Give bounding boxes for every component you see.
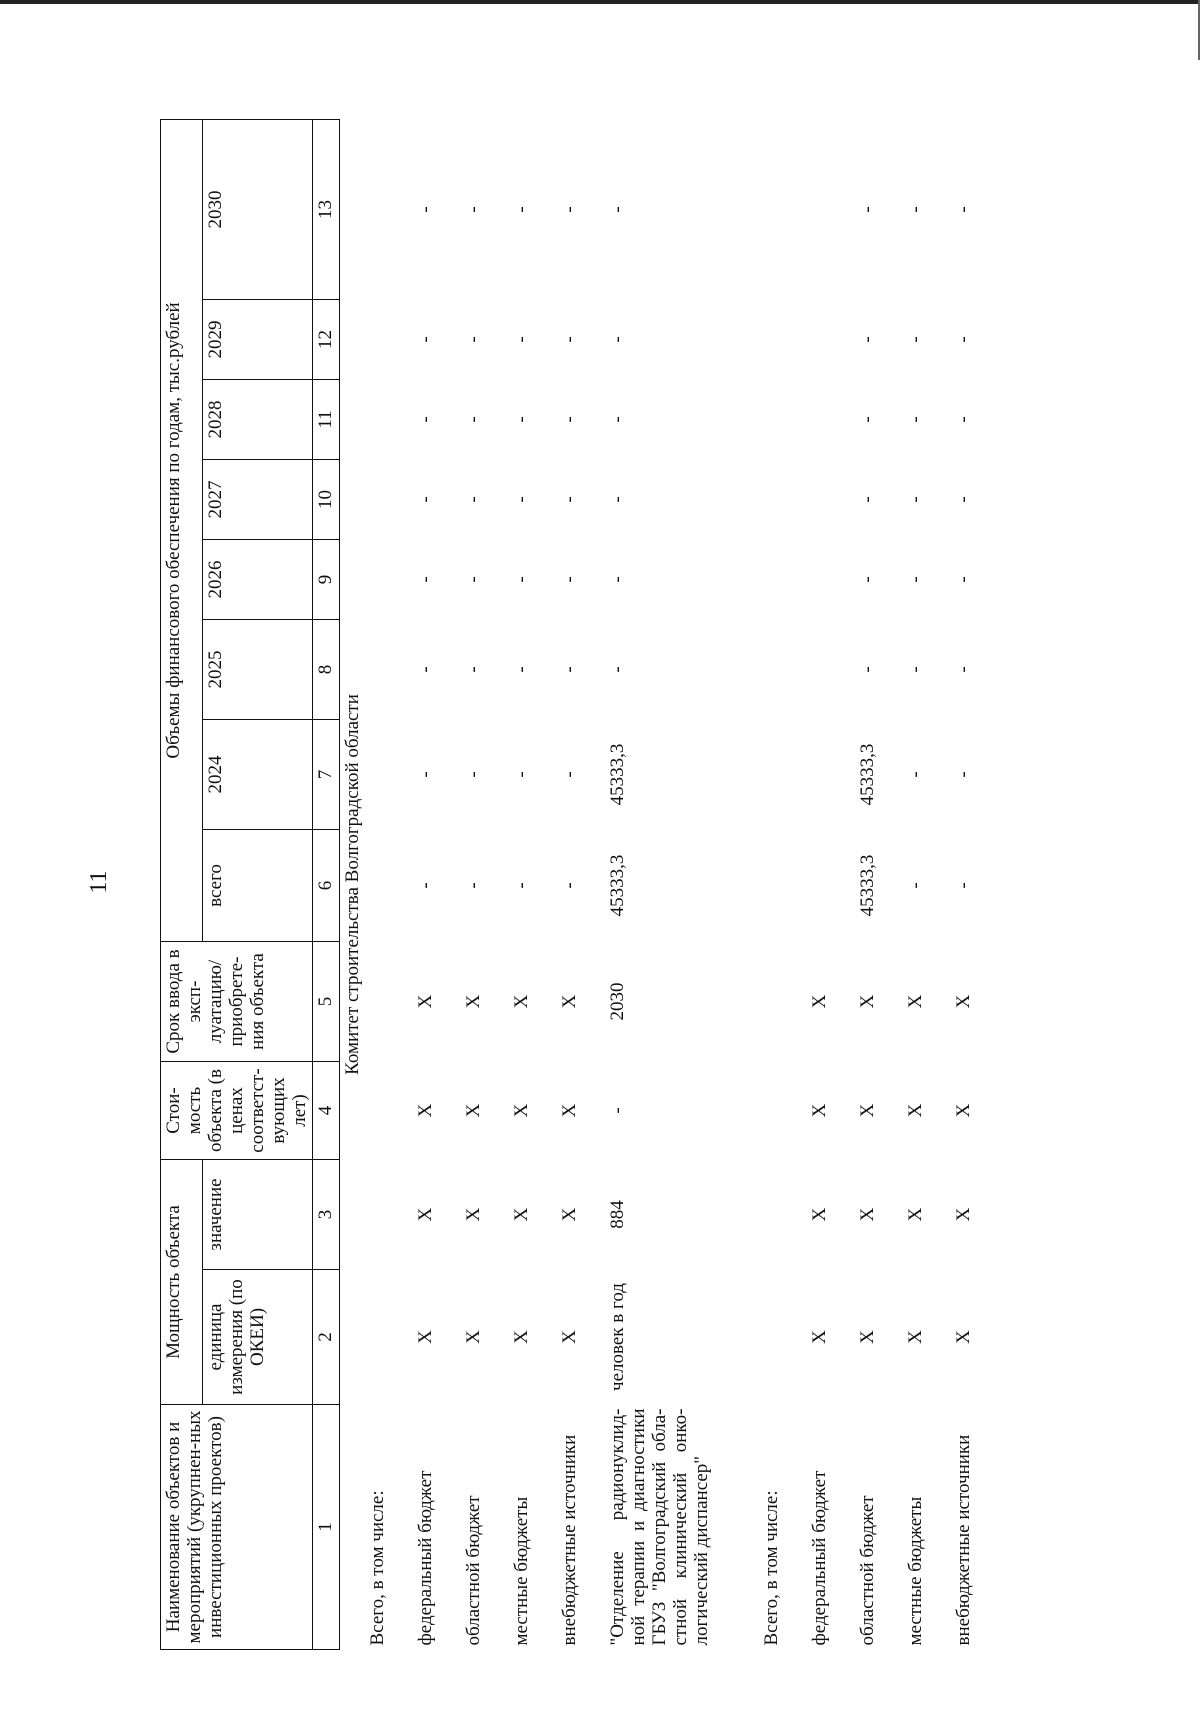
table-cell: - bbox=[953, 882, 974, 889]
table-cell: X bbox=[905, 1207, 926, 1222]
row-label: Всего, в том числе: bbox=[367, 1490, 388, 1646]
header-year-2026: 2026 bbox=[203, 540, 313, 620]
header-total: всего bbox=[203, 830, 313, 942]
table-cell: X bbox=[559, 1103, 580, 1118]
table-cell: - bbox=[511, 206, 532, 213]
table-cell: - bbox=[463, 416, 484, 423]
table-cell: - bbox=[415, 336, 436, 343]
table-cell bbox=[759, 1160, 807, 1270]
table-cell: - bbox=[905, 666, 926, 673]
table-cell: - bbox=[463, 882, 484, 889]
table-cell: - bbox=[857, 666, 878, 673]
table-cell: - bbox=[905, 576, 926, 583]
table-cell: - bbox=[953, 416, 974, 423]
table-cell bbox=[365, 1160, 413, 1270]
table-cell: X bbox=[559, 994, 580, 1009]
table-cell bbox=[759, 119, 807, 299]
table-cell: - bbox=[559, 336, 580, 343]
table-cell: - bbox=[463, 771, 484, 778]
table-cell: - bbox=[511, 576, 532, 583]
table-cell: - bbox=[415, 576, 436, 583]
row-label: внебюджетные источники bbox=[953, 1434, 974, 1646]
table-cell bbox=[807, 720, 855, 830]
table-cell: X bbox=[953, 1330, 974, 1344]
row-label: областной бюджет bbox=[463, 1495, 484, 1646]
table-row bbox=[413, 119, 461, 1649]
header-year-2030: 2030 bbox=[203, 119, 313, 299]
table-cell: - bbox=[905, 206, 926, 213]
table-cell: - bbox=[511, 771, 532, 778]
table-cell: - bbox=[857, 576, 878, 583]
table-cell: X bbox=[857, 1207, 878, 1222]
table-cell: X bbox=[511, 1103, 532, 1118]
scan-edge-top bbox=[0, 0, 1200, 4]
table-cell: - bbox=[905, 336, 926, 343]
table-cell: - bbox=[559, 666, 580, 673]
table-cell: - bbox=[953, 576, 974, 583]
column-number-cell: 3 bbox=[313, 1160, 340, 1270]
table-row bbox=[365, 119, 413, 1649]
table-cell: X bbox=[809, 1207, 830, 1222]
table-cell bbox=[807, 119, 855, 299]
table-header bbox=[161, 119, 340, 1649]
table-cell bbox=[759, 540, 807, 620]
table-cell: X bbox=[463, 1207, 484, 1222]
column-number-cell: 5 bbox=[313, 942, 340, 1062]
table-cell bbox=[365, 119, 413, 299]
table-cell bbox=[365, 460, 413, 540]
table-row bbox=[807, 119, 855, 1649]
table-cell: X bbox=[415, 1207, 436, 1222]
row-label: федеральный бюджет bbox=[809, 1470, 830, 1646]
table-cell bbox=[807, 540, 855, 620]
table-row bbox=[759, 119, 807, 1649]
table-cell: - bbox=[559, 206, 580, 213]
table-cell: 884 bbox=[607, 1200, 628, 1229]
table-cell: - bbox=[607, 496, 628, 503]
header-year-2028: 2028 bbox=[203, 380, 313, 460]
header-year-2025: 2025 bbox=[203, 620, 313, 720]
table-cell: - bbox=[607, 666, 628, 673]
table-cell bbox=[759, 620, 807, 720]
table-cell: X bbox=[511, 1330, 532, 1344]
page-number: 11 bbox=[86, 870, 112, 894]
table-cell: - bbox=[415, 496, 436, 503]
table-cell bbox=[365, 830, 413, 942]
table-cell: - bbox=[607, 336, 628, 343]
table-cell bbox=[365, 942, 413, 1062]
table-cell: 45333,3 bbox=[857, 743, 878, 806]
table-cell: человек в год bbox=[607, 1283, 628, 1391]
table-cell: X bbox=[415, 1330, 436, 1344]
table-cell: X bbox=[905, 1330, 926, 1344]
table-row bbox=[855, 119, 903, 1649]
section-title: Комитет строительства Волгоградской области bbox=[342, 694, 363, 1075]
table-cell: 45333,3 bbox=[857, 854, 878, 917]
table-cell: - bbox=[607, 416, 628, 423]
header-cost: Стои-мость объекта (в ценах соответст-вующих лет) bbox=[161, 1062, 313, 1160]
table-cell bbox=[807, 620, 855, 720]
table-row bbox=[509, 119, 557, 1649]
table-cell bbox=[365, 1270, 413, 1405]
table-cell: X bbox=[559, 1207, 580, 1222]
table-cell: X bbox=[463, 994, 484, 1009]
table-cell: X bbox=[415, 1103, 436, 1118]
table-cell: - bbox=[463, 206, 484, 213]
table-cell bbox=[807, 380, 855, 460]
table-cell: X bbox=[809, 1103, 830, 1118]
table-cell bbox=[365, 720, 413, 830]
header-year-2024: 2024 bbox=[203, 720, 313, 830]
table-row bbox=[951, 119, 999, 1649]
table-row bbox=[461, 119, 509, 1649]
row-label: областной бюджет bbox=[857, 1495, 878, 1646]
table-cell: - bbox=[953, 496, 974, 503]
table-cell: - bbox=[953, 666, 974, 673]
column-numbers-row bbox=[313, 119, 340, 1649]
table-cell bbox=[807, 300, 855, 380]
header-funding-group: Объемы финансового обеспечения по годам, тыс.рублей bbox=[161, 119, 203, 941]
table-cell: X bbox=[463, 1103, 484, 1118]
table-cell: - bbox=[463, 336, 484, 343]
table-cell bbox=[759, 380, 807, 460]
table-cell: - bbox=[905, 771, 926, 778]
table-cell: - bbox=[511, 416, 532, 423]
column-number-cell: 12 bbox=[313, 300, 340, 380]
table-cell: - bbox=[559, 882, 580, 889]
table-cell bbox=[365, 1062, 413, 1160]
column-number-cell: 2 bbox=[313, 1270, 340, 1405]
table-cell: X bbox=[905, 994, 926, 1009]
table-cell: - bbox=[857, 416, 878, 423]
row-label: "Отделение радионуклид-ной терапии и диагностики ГБУЗ "Волгоградский обла-стной клинический онко-логический диспансер" bbox=[607, 1408, 712, 1646]
funding-table bbox=[160, 119, 999, 1650]
table-cell bbox=[365, 380, 413, 460]
table-row bbox=[903, 119, 951, 1649]
header-value: значение bbox=[203, 1160, 313, 1270]
table-cell: - bbox=[463, 576, 484, 583]
row-label: внебюджетные источники bbox=[559, 1434, 580, 1646]
header-unit: единица измерения (по ОКЕИ) bbox=[203, 1270, 313, 1405]
table-cell: 2030 bbox=[607, 982, 628, 1021]
table-cell: - bbox=[415, 666, 436, 673]
table-cell: - bbox=[463, 666, 484, 673]
column-number-cell: 9 bbox=[313, 540, 340, 620]
table-cell: - bbox=[559, 576, 580, 583]
table-cell: X bbox=[857, 1330, 878, 1344]
table-cell: - bbox=[953, 206, 974, 213]
table-cell: - bbox=[415, 882, 436, 889]
table-cell: 45333,3 bbox=[607, 854, 628, 917]
table-cell: - bbox=[607, 1107, 628, 1114]
table-cell bbox=[759, 1270, 807, 1405]
table-cell: - bbox=[607, 206, 628, 213]
table-cell: - bbox=[953, 771, 974, 778]
table-cell bbox=[365, 620, 413, 720]
table-cell bbox=[759, 830, 807, 942]
table-cell: X bbox=[953, 1207, 974, 1222]
table-cell: - bbox=[559, 771, 580, 778]
table-cell: - bbox=[607, 576, 628, 583]
table-cell: - bbox=[857, 336, 878, 343]
header-deadline: Срок ввода в эксп-луатацию/ приобрете-ния объекта bbox=[161, 942, 313, 1062]
table-cell bbox=[807, 460, 855, 540]
table-cell: X bbox=[905, 1103, 926, 1118]
table-cell bbox=[807, 830, 855, 942]
table-cell: X bbox=[415, 994, 436, 1009]
table-cell: - bbox=[415, 206, 436, 213]
column-number-cell: 13 bbox=[313, 119, 340, 299]
column-number-cell: 11 bbox=[313, 380, 340, 460]
table-cell: X bbox=[511, 1207, 532, 1222]
table-cell: 45333,3 bbox=[607, 743, 628, 806]
table-cell bbox=[759, 460, 807, 540]
table-cell: - bbox=[559, 416, 580, 423]
table-cell: - bbox=[905, 496, 926, 503]
table-cell: X bbox=[857, 994, 878, 1009]
table-cell bbox=[365, 540, 413, 620]
table-cell: - bbox=[511, 496, 532, 503]
column-number-cell: 10 bbox=[313, 460, 340, 540]
table-cell: X bbox=[559, 1330, 580, 1344]
table-cell: X bbox=[857, 1103, 878, 1118]
header-capacity-group: Мощность объекта bbox=[161, 1160, 203, 1405]
section-title-row bbox=[340, 119, 366, 1649]
table-cell: - bbox=[415, 416, 436, 423]
table-cell bbox=[759, 1062, 807, 1160]
table-cell: - bbox=[953, 336, 974, 343]
table-cell: - bbox=[905, 416, 926, 423]
table-cell bbox=[759, 300, 807, 380]
table-cell bbox=[365, 300, 413, 380]
table-cell: - bbox=[559, 496, 580, 503]
table-cell: X bbox=[953, 994, 974, 1009]
table-cell: - bbox=[857, 496, 878, 503]
table-cell: - bbox=[415, 771, 436, 778]
table-cell: X bbox=[511, 994, 532, 1009]
row-label: Всего, в том числе: bbox=[761, 1490, 782, 1646]
table-row bbox=[557, 119, 605, 1649]
rotated-table-container bbox=[160, 120, 1040, 1650]
table-cell: X bbox=[463, 1330, 484, 1344]
table-cell: - bbox=[463, 496, 484, 503]
table-body bbox=[340, 119, 1000, 1649]
table-cell: X bbox=[809, 1330, 830, 1344]
table-cell: - bbox=[905, 882, 926, 889]
table-cell: - bbox=[511, 882, 532, 889]
header-object-name: Наименование объектов и мероприятий (укрупнен-ных инвестиционных проектов) bbox=[161, 1405, 313, 1650]
table-cell: - bbox=[511, 336, 532, 343]
table-cell: X bbox=[809, 994, 830, 1009]
column-number-cell: 6 bbox=[313, 830, 340, 942]
column-number-cell: 8 bbox=[313, 620, 340, 720]
row-label: федеральный бюджет bbox=[415, 1470, 436, 1646]
row-label: местные бюджеты bbox=[511, 1496, 532, 1646]
table-cell: - bbox=[511, 666, 532, 673]
row-label: местные бюджеты bbox=[905, 1496, 926, 1646]
table-cell bbox=[759, 942, 807, 1062]
object-row bbox=[605, 119, 759, 1649]
table-cell: - bbox=[857, 206, 878, 213]
column-number-cell: 4 bbox=[313, 1062, 340, 1160]
column-number-cell: 1 bbox=[313, 1405, 340, 1650]
header-year-2027: 2027 bbox=[203, 460, 313, 540]
header-year-2029: 2029 bbox=[203, 300, 313, 380]
table-cell bbox=[759, 720, 807, 830]
table-cell: X bbox=[953, 1103, 974, 1118]
column-number-cell: 7 bbox=[313, 720, 340, 830]
